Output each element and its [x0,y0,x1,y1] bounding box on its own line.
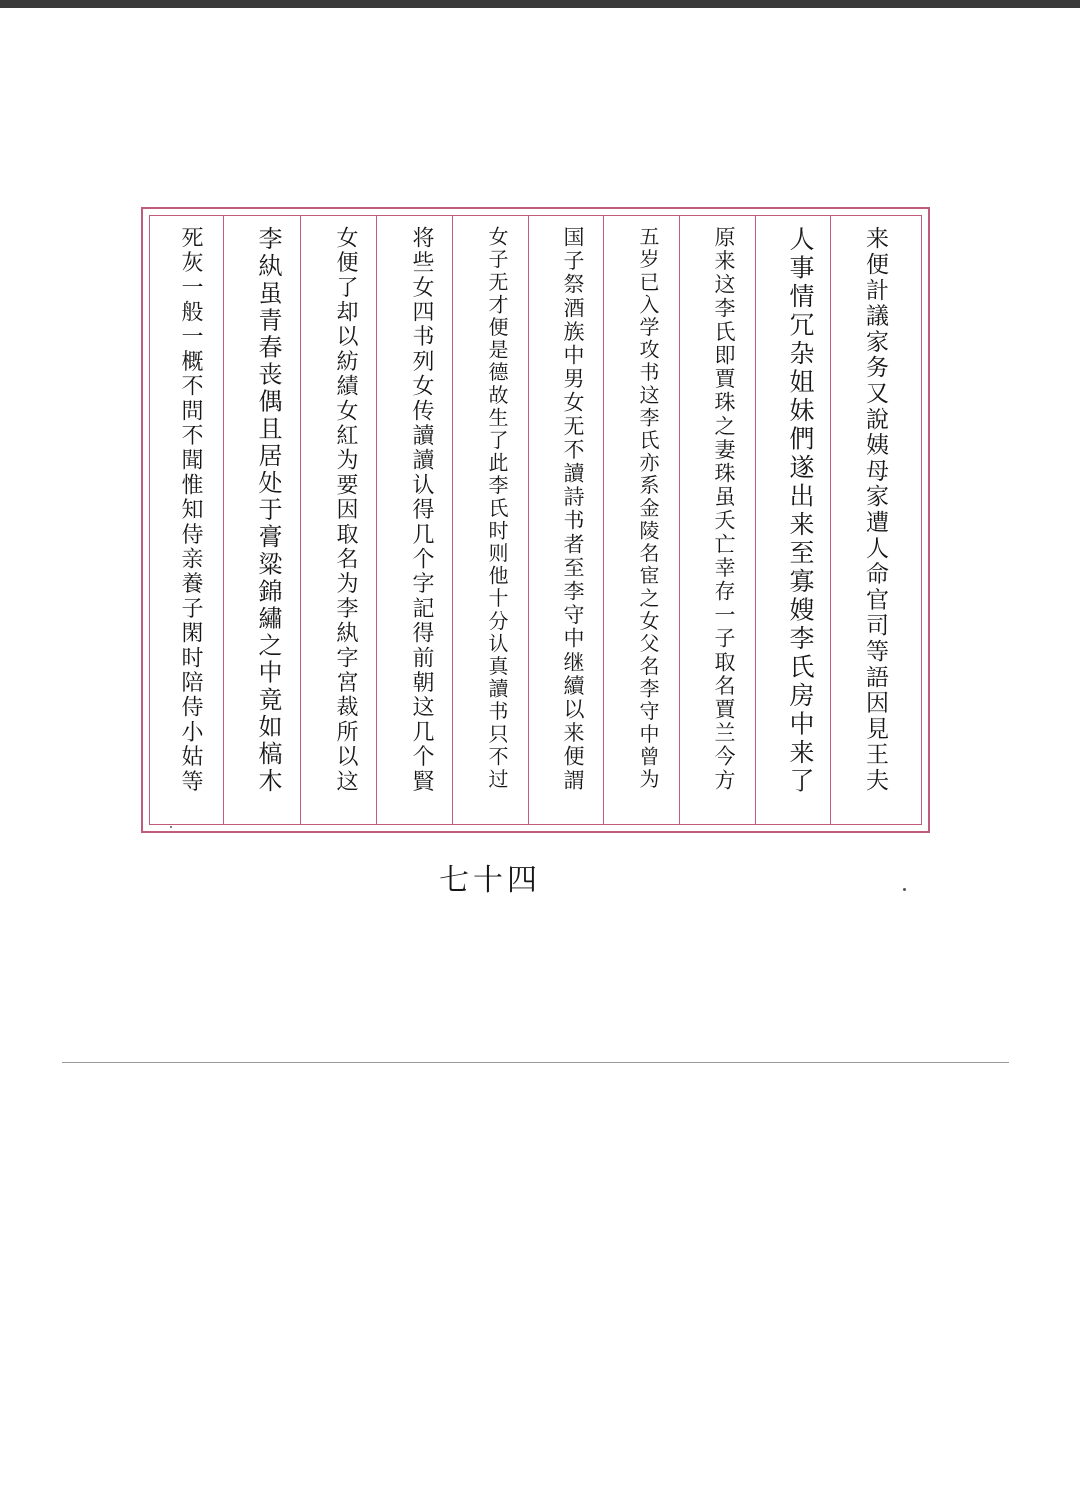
text-column-4: 五岁已入学攻书这李氏亦系金陵名宦之女父名李守中曾为 [636,226,660,791]
text-column-8: 女便了却以紡績女紅为要因取名为李紈字宮裁所以这 [333,226,358,795]
scan-fold-line [62,1062,1009,1063]
text-column-1: 来便計議家务又說姨母家遭人命官司等語因見王夫 [862,226,888,794]
scan-speck [903,888,906,891]
text-column-7: 将些女四书列女传讀讀认得几个字記得前朝这几个賢 [409,226,434,795]
text-column-10: 死灰一般一概不問不聞惟知侍亲養子閑时陪侍小姑等 [178,226,203,795]
scan-speck [170,826,172,828]
text-column-3: 原来这李氏即賈珠之妻珠虽夭亡幸存一子取名賈兰今方 [712,226,736,793]
scan-top-edge [0,0,1080,8]
text-column-9: 李紈虽青春丧偶且居处于膏粱錦繡之中竟如槁木 [254,226,282,796]
text-column-2: 人事情冗杂姐妹們遂出来至寡嫂李氏房中来了 [786,226,815,796]
page-number: 七十四 [439,863,541,898]
text-column-5: 国子祭酒族中男女无不讀詩书者至李守中继續以来便謂 [561,226,585,793]
text-column-6: 女子无才便是德故生了此李氏时则他十分认真讀书只不过 [485,226,509,791]
